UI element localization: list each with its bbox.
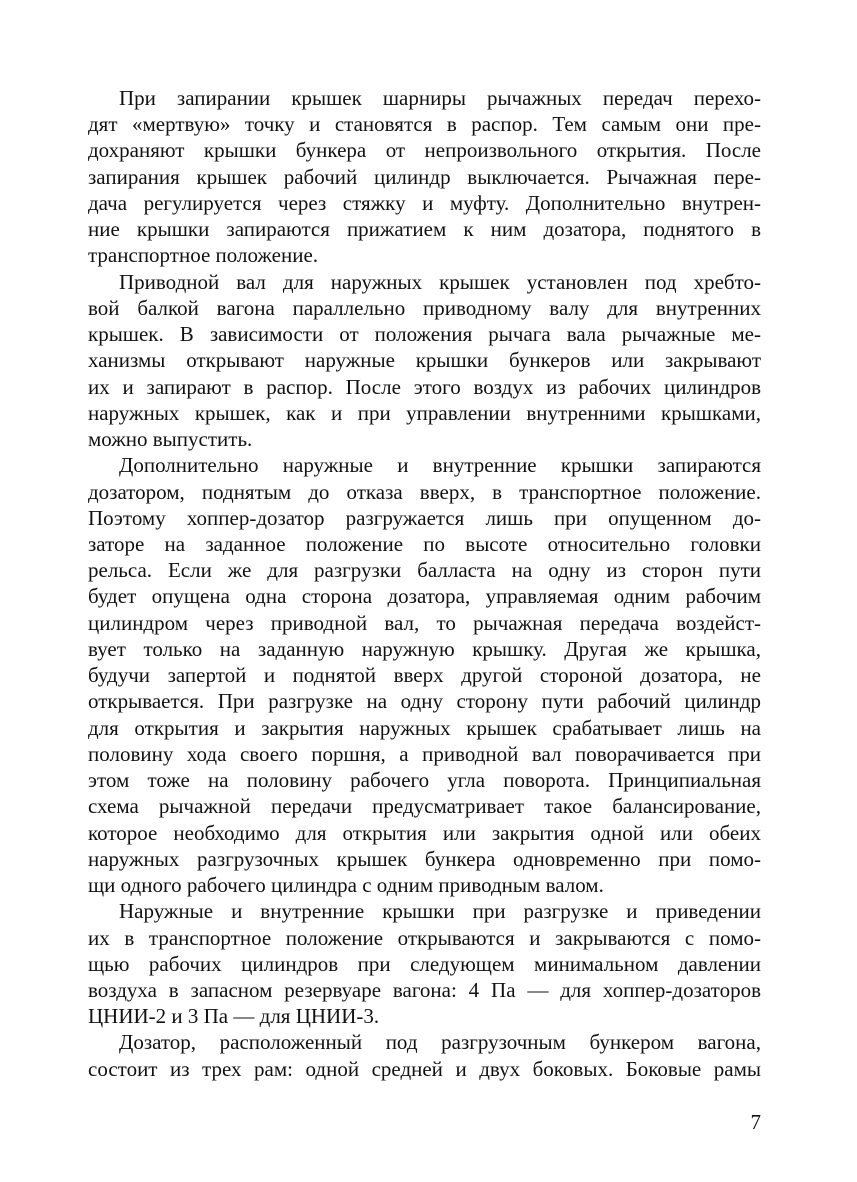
text-line: Наружные и внутренние крышки при разгрузке и приведении <box>119 899 761 924</box>
text-line: их в транспортное положение открываются и закрываются с помо- <box>88 925 761 950</box>
paragraph <box>88 898 761 1029</box>
text-line: щью рабочих цилиндров при следующем минимальном давлении <box>88 951 761 976</box>
text-line: для открытия и закрытия наружных крышек срабатывает лишь на <box>88 715 761 740</box>
text-line: состоит из трех рам: одной средней и двух боковых. Боковые рамы <box>88 1056 761 1081</box>
text-line: можно выпустить. <box>88 427 253 452</box>
text-line: будет опущена одна сторона дозатора, управляемая одним рабочим <box>88 584 761 609</box>
text-line: половину хода своего поршня, а приводной вал поворачивается при <box>88 741 761 766</box>
text-line: наружных разгрузочных крышек бункера одновременно при помо- <box>88 846 761 871</box>
text-line: наружных крышек, как и при управлении внутренними крышками, <box>88 400 761 425</box>
text-line: этом тоже на половину рабочего угла поворота. Принципиальная <box>88 768 761 793</box>
paragraph <box>88 1029 761 1081</box>
text-line: которое необходимо для открытия или закрытия одной или обеих <box>88 820 761 845</box>
text-line: вой балкой вагона параллельно приводному валу для внутренних <box>88 295 761 320</box>
paragraph <box>88 269 761 453</box>
text-line: запирания крышек рабочий цилиндр выключается. Рычажная пере- <box>88 164 761 189</box>
text-line: заторе на заданное положение по высоте относительно головки <box>88 531 761 556</box>
text-line: воздуха в запасном резервуаре вагона: 4 Па — для хоппер-дозаторов <box>88 977 761 1002</box>
text-line: Дополнительно наружные и внутренние крышки запираются <box>119 453 761 478</box>
text-line: Приводной вал для наружных крышек установлен под хребто- <box>119 269 761 294</box>
text-line: транспортное положение. <box>88 243 319 268</box>
text-line: цилиндром через приводной вал, то рычажная передача воздейст- <box>88 610 761 635</box>
text-line: крышек. В зависимости от положения рычага вала рычажные ме- <box>88 322 761 347</box>
text-line: схема рычажной передачи предусматривает такое балансирование, <box>88 794 761 819</box>
text-line: рельса. Если же для разгрузки балласта на одну из сторон пути <box>88 558 761 583</box>
text-line: При запирании крышек шарниры рычажных передач перехо- <box>119 86 761 110</box>
text-line: ханизмы открывают наружные крышки бункеров или закрывают <box>88 348 761 373</box>
paragraph <box>88 452 761 898</box>
text-line: ние крышки запираются прижатием к ним дозатора, поднятого в <box>88 217 761 242</box>
text-line: будучи запертой и поднятой вверх другой стороной дозатора, не <box>88 663 761 688</box>
text-line: их и запирают в распор. После этого воздух из рабочих цилиндров <box>88 374 761 399</box>
text-line: вует только на заданную наружную крышку. Другая же крышка, <box>88 636 761 661</box>
page-number: 7 <box>750 1110 761 1134</box>
text-line: открывается. При разгрузке на одну сторону пути рабочий цилиндр <box>88 689 761 714</box>
paragraph <box>88 85 761 269</box>
text-line: дача регулируется через стяжку и муфту. Дополнительно внутрен- <box>88 190 761 215</box>
text-line: Дозатор, расположенный под разгрузочным бункером вагона, <box>119 1030 761 1055</box>
text-line: щи одного рабочего цилиндра с одним приводным валом. <box>88 873 604 898</box>
text-line: дят «мертвую» точку и становятся в распор. Тем самым они пре- <box>88 112 761 137</box>
text-line: дохраняют крышки бункера от непроизвольного открытия. После <box>88 138 761 163</box>
text-line: дозатором, поднятым до отказа вверх, в транспортное положение. <box>88 479 761 504</box>
body-text <box>88 85 761 1082</box>
text-line: ЦНИИ-2 и 3 Па — для ЦНИИ-3. <box>88 1004 380 1029</box>
text-line: Поэтому хоппер-дозатор разгружается лишь при опущенном до- <box>88 505 761 530</box>
